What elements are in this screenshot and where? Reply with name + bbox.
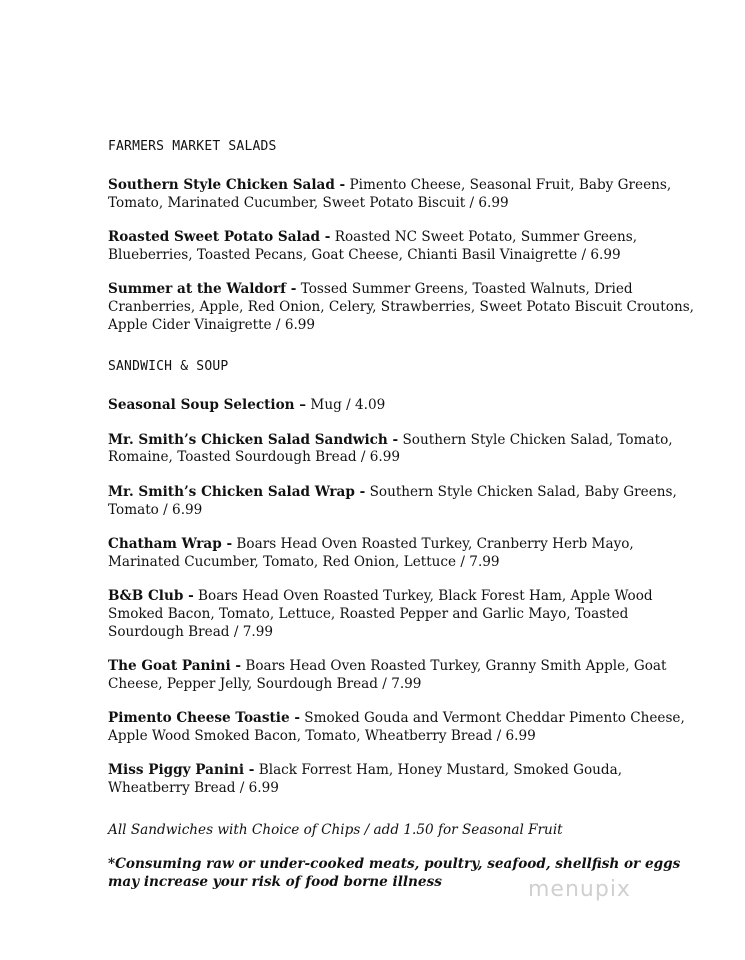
menu-item: [108, 710, 708, 745]
item-description: Southern Style Chicken Salad, Tomato, Romaine, Toasted Sourdough Bread / 6.99: [108, 431, 673, 466]
section-title: SANDWICH & SOUP: [108, 359, 229, 375]
item-name: Roasted Sweet Potato Salad -: [108, 229, 331, 246]
menu-item: [108, 484, 708, 519]
section-title: FARMERS MARKET SALADS: [108, 139, 277, 154]
menu-item: [108, 432, 708, 467]
item-description: Roasted NC Sweet Potato, Summer Greens, Blueberries, Toasted Pecans, Goat Cheese, Chianti Basil Vinaigrette / 6.99: [108, 229, 638, 263]
item-name: B&B Club -: [108, 588, 194, 605]
item-name: Southern Style Chicken Salad -: [108, 177, 346, 193]
menu-item: [108, 397, 708, 415]
menu-item: [108, 762, 708, 797]
section-sandwich-soup: [108, 358, 708, 798]
item-description: Boars Head Oven Roasted Turkey, Black Forest Ham, Apple Wood Smoked Bacon, Tomato, Lettuce, Roasted Pepper and Garlic Mayo, Toasted Sourdough Bread / 7.99: [108, 588, 653, 640]
food-safety-warning: *Consuming raw or under-cooked meats, poultry, seafood, shellfish or eggs may increase your risk of food borne illness: [108, 856, 681, 890]
item-name: Mr. Smith’s Chicken Salad Sandwich -: [108, 431, 399, 448]
item-name: Pimento Cheese Toastie -: [108, 710, 300, 727]
item-description: Boars Head Oven Roasted Turkey, Cranberry Herb Mayo, Marinated Cucumber, Tomato, Red Onion, Lettuce / 7.99: [108, 536, 634, 570]
item-name: Chatham Wrap -: [108, 536, 233, 553]
menu-item: [108, 536, 708, 571]
item-name: Seasonal Soup Selection –: [108, 397, 307, 414]
section-salads: [108, 138, 708, 334]
item-description: Pimento Cheese, Seasonal Fruit, Baby Greens, Tomato, Marinated Cucumber, Sweet Potato Biscuit / 6.99: [108, 177, 672, 211]
menu-item: [108, 177, 708, 212]
menu-item: [108, 281, 708, 334]
item-name: Mr. Smith’s Chicken Salad Wrap -: [108, 483, 366, 500]
item-description: Southern Style Chicken Salad, Baby Greens, Tomato / 6.99: [108, 483, 677, 518]
sandwich-note: All Sandwiches with Choice of Chips / add 1.50 for Seasonal Fruit: [108, 821, 563, 838]
item-description: Boars Head Oven Roasted Turkey, Granny Smith Apple, Goat Cheese, Pepper Jelly, Sourdough Bread / 7.99: [108, 658, 667, 692]
item-name: Summer at the Waldorf -: [108, 281, 297, 298]
item-description: Black Forrest Ham, Honey Mustard, Smoked Gouda, Wheatberry Bread / 6.99: [108, 762, 623, 797]
watermark-logo: menupix: [528, 877, 631, 902]
item-description: Tossed Summer Greens, Toasted Walnuts, Dried Cranberries, Apple, Red Onion, Celery, Strawberries, Sweet Potato Biscuit Croutons, Apple Cider Vinaigrette / 6.99: [108, 281, 695, 333]
menu-item: [108, 658, 708, 693]
item-description: Mug / 4.09: [306, 397, 386, 414]
menu-item: [108, 588, 708, 641]
menu-page: [108, 138, 708, 891]
item-description: Smoked Gouda and Vermont Cheddar Pimento Cheese, Apple Wood Smoked Bacon, Tomato, Wheatberry Bread / 6.99: [108, 710, 685, 744]
item-name: Miss Piggy Panini -: [108, 762, 255, 779]
menu-item: [108, 229, 708, 264]
item-name: The Goat Panini -: [108, 658, 242, 675]
